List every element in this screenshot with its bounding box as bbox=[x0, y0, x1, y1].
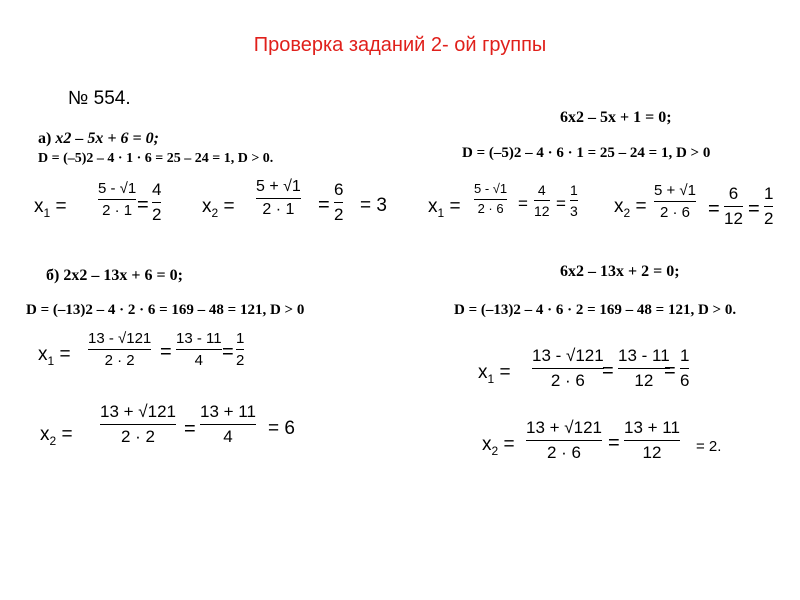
b-x1-fraction-2: 13 - 11 4 bbox=[176, 330, 222, 370]
a2-x2-fraction-3: 1 2 bbox=[764, 184, 774, 228]
a-x1-label: $x_1$ = bbox=[34, 196, 67, 220]
a2-equation: 6x2 – 5x + 1 = 0; bbox=[560, 109, 672, 126]
b-x1-fraction: 13 - √121 2 · 2 bbox=[88, 330, 152, 370]
a-x1-denominator: 2 · 1 bbox=[102, 202, 133, 220]
a2-x1-label: $x_1$ = bbox=[428, 196, 461, 220]
a2-x1-fraction-2: 4 12 bbox=[534, 182, 550, 220]
b-x1-fraction-3: 1 2 bbox=[236, 330, 245, 370]
b2-x2-fraction-2: 13 + 11 12 bbox=[624, 418, 680, 462]
b2-x1-fraction-3: 1 6 bbox=[680, 346, 690, 390]
a-x1-fraction bbox=[98, 180, 136, 220]
a-equation-line bbox=[38, 130, 159, 148]
a-x2-result: = 3 bbox=[360, 195, 387, 216]
a2-discriminant: D = (–5)2 – 4 · 6 · 1 = 25 – 24 = 1, D > 0 bbox=[462, 145, 711, 161]
a-x1-fraction-2: 4 2 bbox=[152, 180, 162, 224]
slide-title: Проверка заданий 2- ой группы bbox=[253, 34, 547, 56]
b2-x2-result: = 2. bbox=[696, 438, 722, 455]
b2-x2-fraction: 13 + √121 2 · 6 bbox=[526, 418, 602, 462]
b-x2-fraction-2: 13 + 11 4 bbox=[200, 402, 256, 446]
b-x2-result: = 6 bbox=[268, 418, 295, 439]
b2-x2-label: $x_2$ = bbox=[482, 434, 515, 458]
a2-x2-fraction-2: 6 12 bbox=[724, 184, 743, 228]
a-equation: x2 – 5x + 6 = 0; bbox=[55, 130, 159, 147]
b-x2-label: $x_2$ = bbox=[40, 424, 73, 448]
a2-x2-fraction: 5 + √1 2 · 6 bbox=[654, 182, 697, 222]
a-x2-fraction-2: 6 2 bbox=[334, 180, 344, 224]
task-number: № 554. bbox=[68, 88, 131, 109]
b-discriminant: D = (–13)2 – 4 · 2 · 6 = 169 – 48 = 121, D > 0 bbox=[26, 302, 305, 318]
b2-x1-fraction-2: 13 - 11 12 bbox=[618, 346, 670, 390]
a2-x2-label: $x_2$ = bbox=[614, 196, 647, 220]
a-x2-fraction: 5 + √1 2 · 1 bbox=[256, 178, 301, 219]
a-x2-label: $x_2$ = bbox=[202, 196, 235, 220]
b-label: б) bbox=[46, 267, 60, 284]
a2-x1-fraction: 5 - √1 2 · 6 bbox=[474, 181, 508, 216]
b-x2-fraction: 13 + √121 2 · 2 bbox=[100, 402, 176, 446]
a-label: а) bbox=[38, 130, 52, 147]
a2-x1-fraction-3: 1 3 bbox=[570, 182, 578, 220]
b2-equation: 6x2 – 13x + 2 = 0; bbox=[560, 263, 680, 280]
b-equation-line bbox=[46, 267, 183, 285]
b-x1-label: $x_1$ = bbox=[38, 344, 71, 368]
b2-discriminant: D = (–13)2 – 4 · 6 · 2 = 169 – 48 = 121, D > 0. bbox=[454, 302, 737, 318]
b2-x1-fraction: 13 - √121 2 · 6 bbox=[532, 346, 604, 390]
a-x1-numerator: 5 - √1 bbox=[98, 180, 137, 197]
a-discriminant: D = (–5)2 – 4 · 1 · 6 = 25 – 24 = 1, D > 0. bbox=[38, 151, 274, 166]
b-equation: 2x2 – 13x + 6 = 0; bbox=[63, 267, 183, 284]
b2-x1-label: $x_1$ = bbox=[478, 362, 511, 386]
